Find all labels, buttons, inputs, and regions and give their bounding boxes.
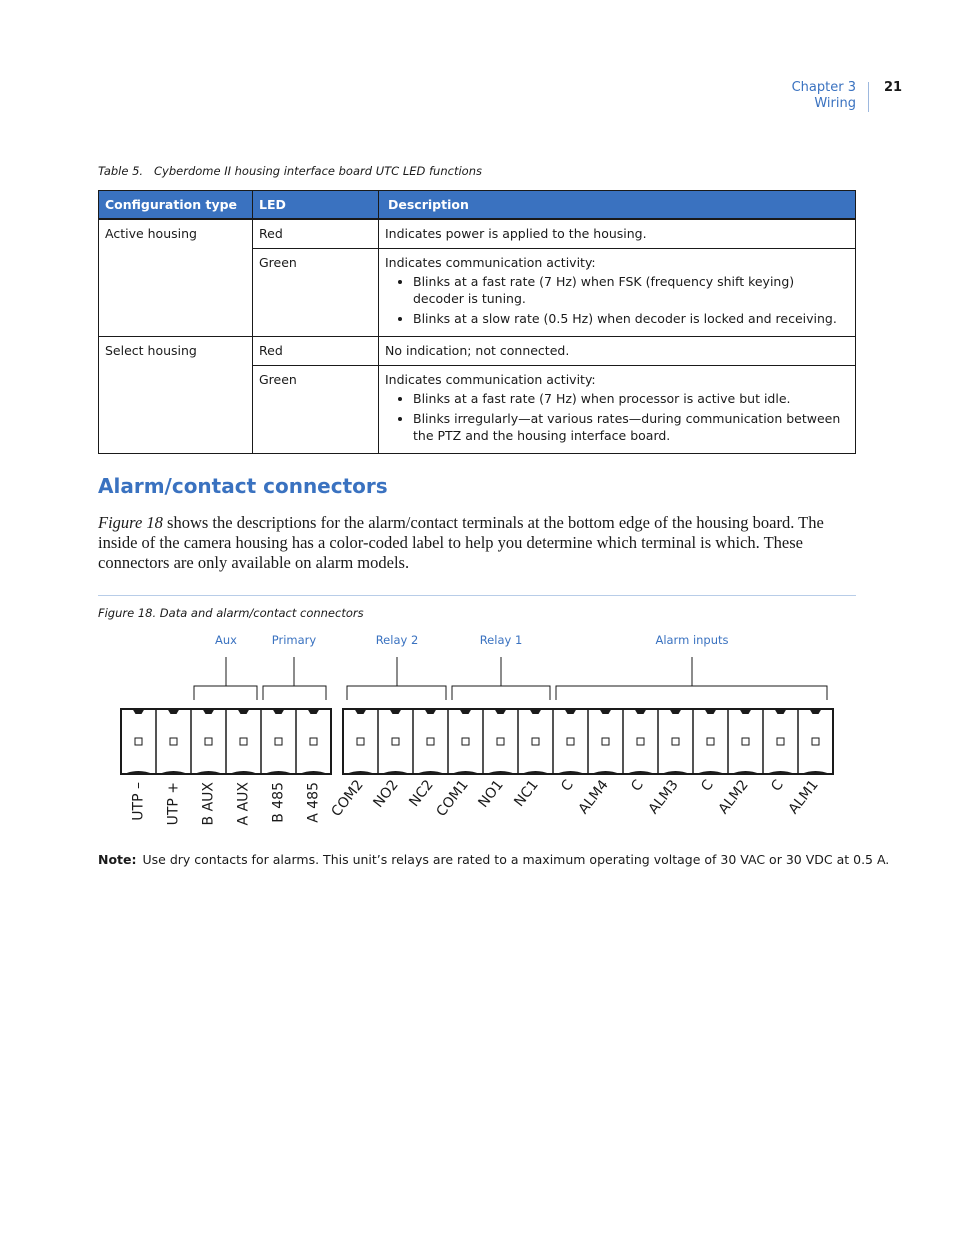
terminal-label: ALM4 [575, 777, 612, 818]
wire-hole [637, 738, 644, 745]
table-row [99, 337, 856, 366]
terminal-label: NO2 [370, 777, 402, 811]
group-label: Relay 2 [375, 633, 419, 647]
wire-hole [170, 738, 177, 745]
wire-hole [497, 738, 504, 745]
led-cell: Green [253, 249, 379, 337]
page-number: 21 [884, 80, 903, 95]
desc-cell [379, 219, 856, 249]
wire-hole [357, 738, 364, 745]
header-divider [868, 82, 869, 112]
chapter-section: Wiring [814, 96, 856, 111]
desc-cell [379, 337, 856, 366]
connector-diagram [98, 630, 838, 835]
terminal-label: C [698, 777, 717, 795]
wire-hole [602, 738, 609, 745]
led-cell: Red [253, 337, 379, 366]
terminal-label: A AUX [235, 782, 252, 826]
desc-text: Indicates communication activity: [385, 255, 596, 270]
terminal-label: NO1 [475, 777, 507, 811]
terminal-label: ALM1 [785, 777, 822, 818]
terminal-label: A 485 [305, 782, 322, 823]
terminal-label: NC1 [511, 777, 542, 810]
figure-divider [98, 595, 856, 596]
wire-hole [672, 738, 679, 745]
desc-cell [379, 249, 856, 337]
group-bracket [452, 657, 550, 700]
col-header-config: Configuration type [99, 191, 253, 220]
table-header-row [99, 191, 856, 220]
desc-bullet: • Blinks irregularly—at various rates—during communication between the PTZ and the housing interface board. [413, 410, 849, 444]
note [98, 852, 889, 867]
table-caption-number: Table 5. [98, 164, 144, 178]
wire-hole [427, 738, 434, 745]
wire-hole [777, 738, 784, 745]
paragraph-text: shows the descriptions for the alarm/contact terminals at the bottom edge of the housing board. The inside of the camera housing has a color-coded label to help you determine which terminal is which. These connectors are only available on alarm models. [98, 513, 824, 572]
wire-hole [707, 738, 714, 745]
table-caption-title: Cyberdome II housing interface board UTC LED functions [154, 164, 482, 178]
note-text: Use dry contacts for alarms. This unit’s relays are rated to a maximum operating voltage of 30 VAC or 30 VDC at 0.5 A. [142, 852, 890, 867]
wire-hole [135, 738, 142, 745]
terminal-label: C [628, 777, 647, 795]
note-label: Note: [98, 852, 137, 867]
desc-text: Indicates communication activity: [385, 372, 596, 387]
body-paragraph [98, 513, 858, 573]
terminal-label: COM2 [328, 777, 367, 820]
wire-hole [310, 738, 317, 745]
section-heading: Alarm/contact connectors [98, 474, 388, 498]
group-bracket [263, 657, 326, 700]
terminal-label: B 485 [270, 782, 287, 823]
terminal-label: C [768, 777, 787, 795]
wire-hole [205, 738, 212, 745]
desc-cell [379, 366, 856, 454]
terminal-label: ALM2 [715, 777, 752, 818]
terminal-label: C [558, 777, 577, 795]
group-bracket [347, 657, 446, 700]
terminal-label: COM1 [433, 777, 472, 820]
wire-hole [532, 738, 539, 745]
running-header [792, 80, 856, 112]
desc-bullet: • Blinks at a slow rate (0.5 Hz) when decoder is locked and receiving. [413, 310, 849, 327]
wire-hole [240, 738, 247, 745]
group-bracket [556, 657, 827, 700]
config-cell: Active housing [99, 219, 253, 337]
group-label: Primary [271, 633, 317, 647]
wire-hole [812, 738, 819, 745]
figure-caption: Figure 18. Data and alarm/contact connectors [98, 606, 364, 620]
wire-hole [275, 738, 282, 745]
wire-hole [567, 738, 574, 745]
desc-text: Indicates power is applied to the housing. [385, 226, 647, 241]
desc-bullet: • Blinks at a fast rate (7 Hz) when FSK (frequency shift keying) decoder is tuning. [413, 273, 849, 307]
desc-bullets [385, 390, 849, 444]
led-cell: Red [253, 219, 379, 249]
group-label: Relay 1 [479, 633, 523, 647]
led-cell: Green [253, 366, 379, 454]
wire-hole [462, 738, 469, 745]
col-header-led: LED [253, 191, 379, 220]
desc-text: No indication; not connected. [385, 343, 570, 358]
wire-hole [392, 738, 399, 745]
col-header-description: Description [379, 191, 856, 220]
table-caption [98, 164, 482, 178]
led-functions-table [98, 190, 856, 454]
group-bracket [194, 657, 257, 700]
config-cell: Select housing [99, 337, 253, 454]
terminal-label: NC2 [406, 777, 437, 810]
group-label: Aux [215, 633, 237, 647]
group-label: Alarm inputs [655, 633, 729, 647]
chapter-label: Chapter 3 [791, 80, 856, 95]
figure-reference: Figure 18 [98, 513, 163, 532]
terminal-label: UTP – [130, 782, 147, 821]
wire-hole [742, 738, 749, 745]
desc-bullets [385, 273, 849, 327]
desc-bullet: • Blinks at a fast rate (7 Hz) when processor is active but idle. [413, 390, 849, 407]
terminal-label: B AUX [200, 782, 217, 826]
terminal-label: ALM3 [645, 777, 682, 818]
terminal-label: UTP + [165, 782, 182, 826]
table-row [99, 219, 856, 249]
